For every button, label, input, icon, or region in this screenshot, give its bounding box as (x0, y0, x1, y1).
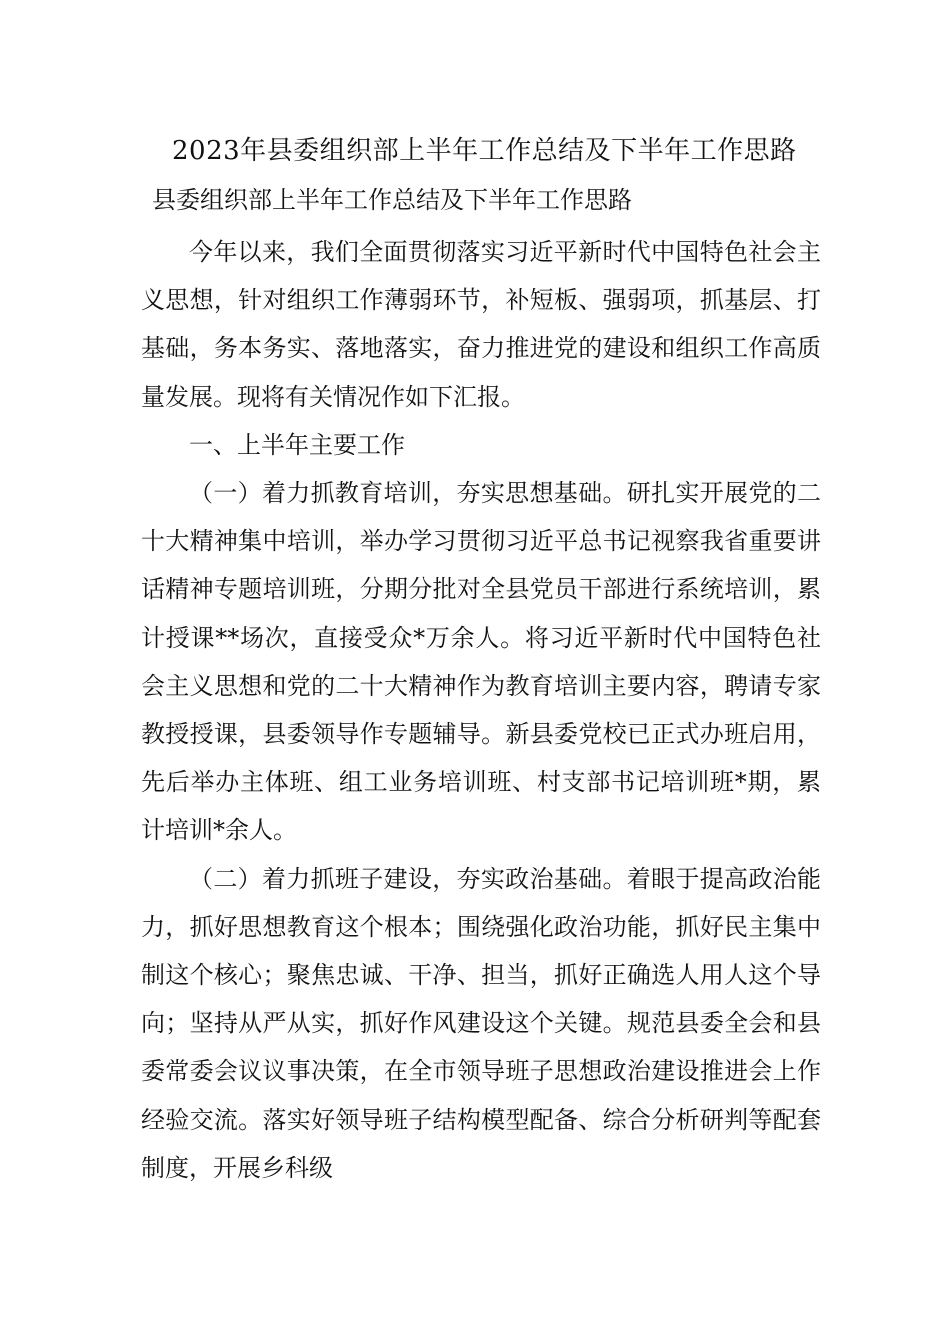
section-heading: 一、上半年主要工作 (189, 430, 405, 459)
intro-paragraph: 今年以来，我们全面贯彻落实习近平新时代中国特色社会主义思想，针对组织工作薄弱环节，补短板、强弱项，抓基层、打基础，务本务实、落地落实，奋力推进党的建设和组织工作高质量发展。现将有关情况作如下汇报。 (141, 238, 821, 411)
body-paragraph: （一）着力抓教育培训，夯实思想基础。研扎实开展党的二十大精神集中培训，举办学习贯彻习近平总书记视察我省重要讲话精神专题培训班，分期分批对全县党员干部进行系统培训，累计授课**场次，直接受众*万余人。将习近平新时代中国特色社会主义思想和党的二十大精神作为教育培训主要内容，聘请专家教授授课，县委领导作专题辅导。新县委党校已正式办班启用，先后举办主体班、组工业务培训班、村支部书记培训班*期，累计培训*余人。 (141, 479, 821, 845)
body-paragraph: （二）着力抓班子建设，夯实政治基础。着眼于提高政治能力，抓好思想教育这个根本；围绕强化政治功能，抓好民主集中制这个核心；聚焦忠诚、干净、担当，抓好正确选人用人这个导向；坚持从严从实，抓好作风建设这个关键。规范县委全会和县委常委会议议事决策，在全市领导班子思想政治建设推进会上作经验交流。落实好领导班子结构模型配备、综合分析研判等配套制度，开展乡科级 (141, 864, 821, 1182)
document-body (141, 228, 821, 1192)
document-subtitle: 县委组织部上半年工作总结及下半年工作思路 (152, 186, 632, 214)
document-title: 2023年县委组织部上半年工作总结及下半年工作思路 (172, 136, 797, 166)
